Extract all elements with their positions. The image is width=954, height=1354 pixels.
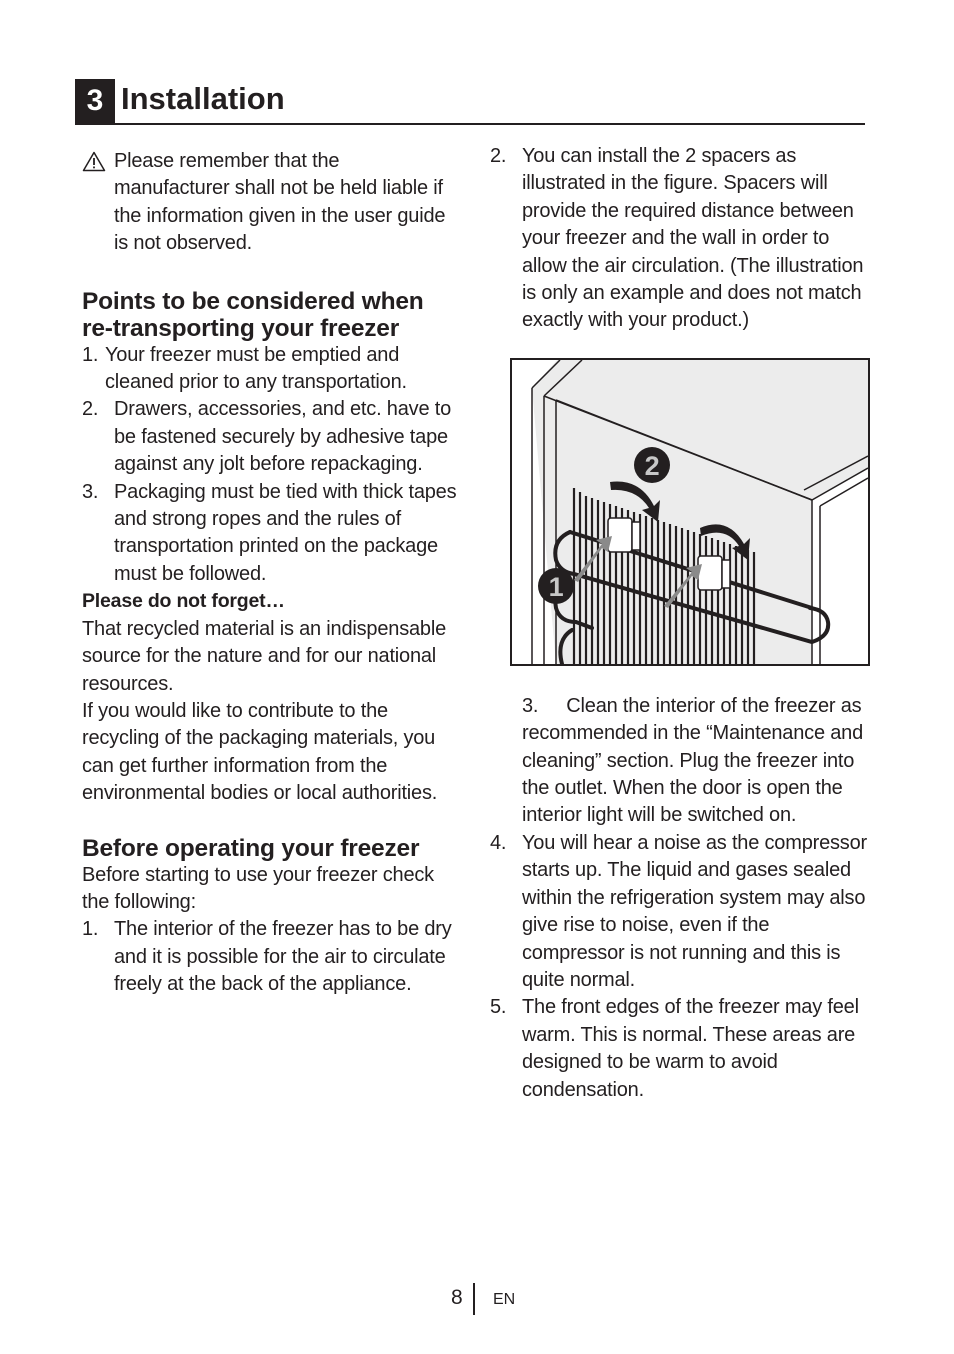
list-number: 1. [82,918,99,941]
page-footer [0,1283,954,1315]
list-item [82,342,457,397]
right-column [490,143,870,1104]
list-item [490,994,870,1104]
recycling-heading: Please do not forget… [82,590,285,613]
list-text: The interior of the freezer has to be dry and it is possible for the air to circulate freely at the back of the appliance. [114,918,452,996]
list-number: 4. [490,831,507,854]
left-column [82,148,457,999]
list-number: 5. [490,996,507,1019]
list-item [490,830,870,994]
before-intro: Before starting to use your freezer check the following: [82,863,434,913]
spacer-installation-figure [510,358,870,666]
list-item [82,916,457,998]
section-title: Installation [121,81,285,116]
language-code: EN [493,1291,516,1308]
list-text: Packaging must be tied with thick tapes and strong ropes and the rules of transportation printed on the package must be followed. [114,480,457,585]
list-text: Drawers, accessories, and etc. have to be fastened securely by adhesive tape against any jolt before repackaging. [114,398,451,476]
list-text: Clean the interior of the freezer as recommended in the “Maintenance and cleaning” section. Plug the freezer into the outlet. When the door is open the interior light will be switched on. [522,694,863,827]
callout-2: 2 [644,450,660,481]
list-item [82,479,457,589]
section-header [75,79,865,125]
before-list-part-3 [490,830,870,1104]
transport-list [82,342,457,589]
list-text: You will hear a noise as the compressor starts up. The liquid and gases sealed within the refrigeration system may also give rise to noise, even if the compressor is not running and this is quite normal. [522,831,867,991]
list-number: 1. [82,343,99,366]
section-number: 3 [75,79,115,123]
list-number: 3. [522,694,539,717]
warning-note [82,148,457,258]
callout-1: 1 [548,571,564,602]
list-number: 2. [82,398,99,421]
list-text: The front edges of the freezer may feel warm. This is normal. These areas are designed to be warm to avoid condensation. [522,996,859,1101]
recycling-paragraph-2: If you would like to contribute to the recycling of the packaging materials, you can get further information from the environmental bodies or local authorities. [82,699,438,805]
list-item [490,143,870,335]
list-text: You can install the 2 spacers as illustrated in the figure. Spacers will provide the required distance between your freezer and the wall in order to allow the air circulation. (The illustration is only an example and does not match exactly with your product.) [522,145,864,332]
before-list-part-1 [82,916,457,998]
list-number: 2. [490,145,507,167]
warning-triangle-icon [82,151,106,172]
list-number: 3. [82,480,99,503]
page-number: 8 [451,1286,463,1309]
before-list-part-2 [490,143,870,335]
recycling-paragraph-1: That recycled material is an indispensable source for the nature and for our national resources. [82,617,447,695]
before-heading: Before operating your freezer [82,834,420,862]
footer-divider [473,1283,475,1315]
transport-heading: Points to be considered when re-transporting your freezer [82,287,424,342]
list-item [490,693,870,830]
list-item [82,396,457,478]
warning-text: Please remember that the manufacturer shall not be held liable if the information given in the user guide is not observed. [114,150,446,255]
spacer-illustration [512,360,868,664]
list-text: Your freezer must be emptied and cleaned prior to any transportation. [105,343,407,394]
